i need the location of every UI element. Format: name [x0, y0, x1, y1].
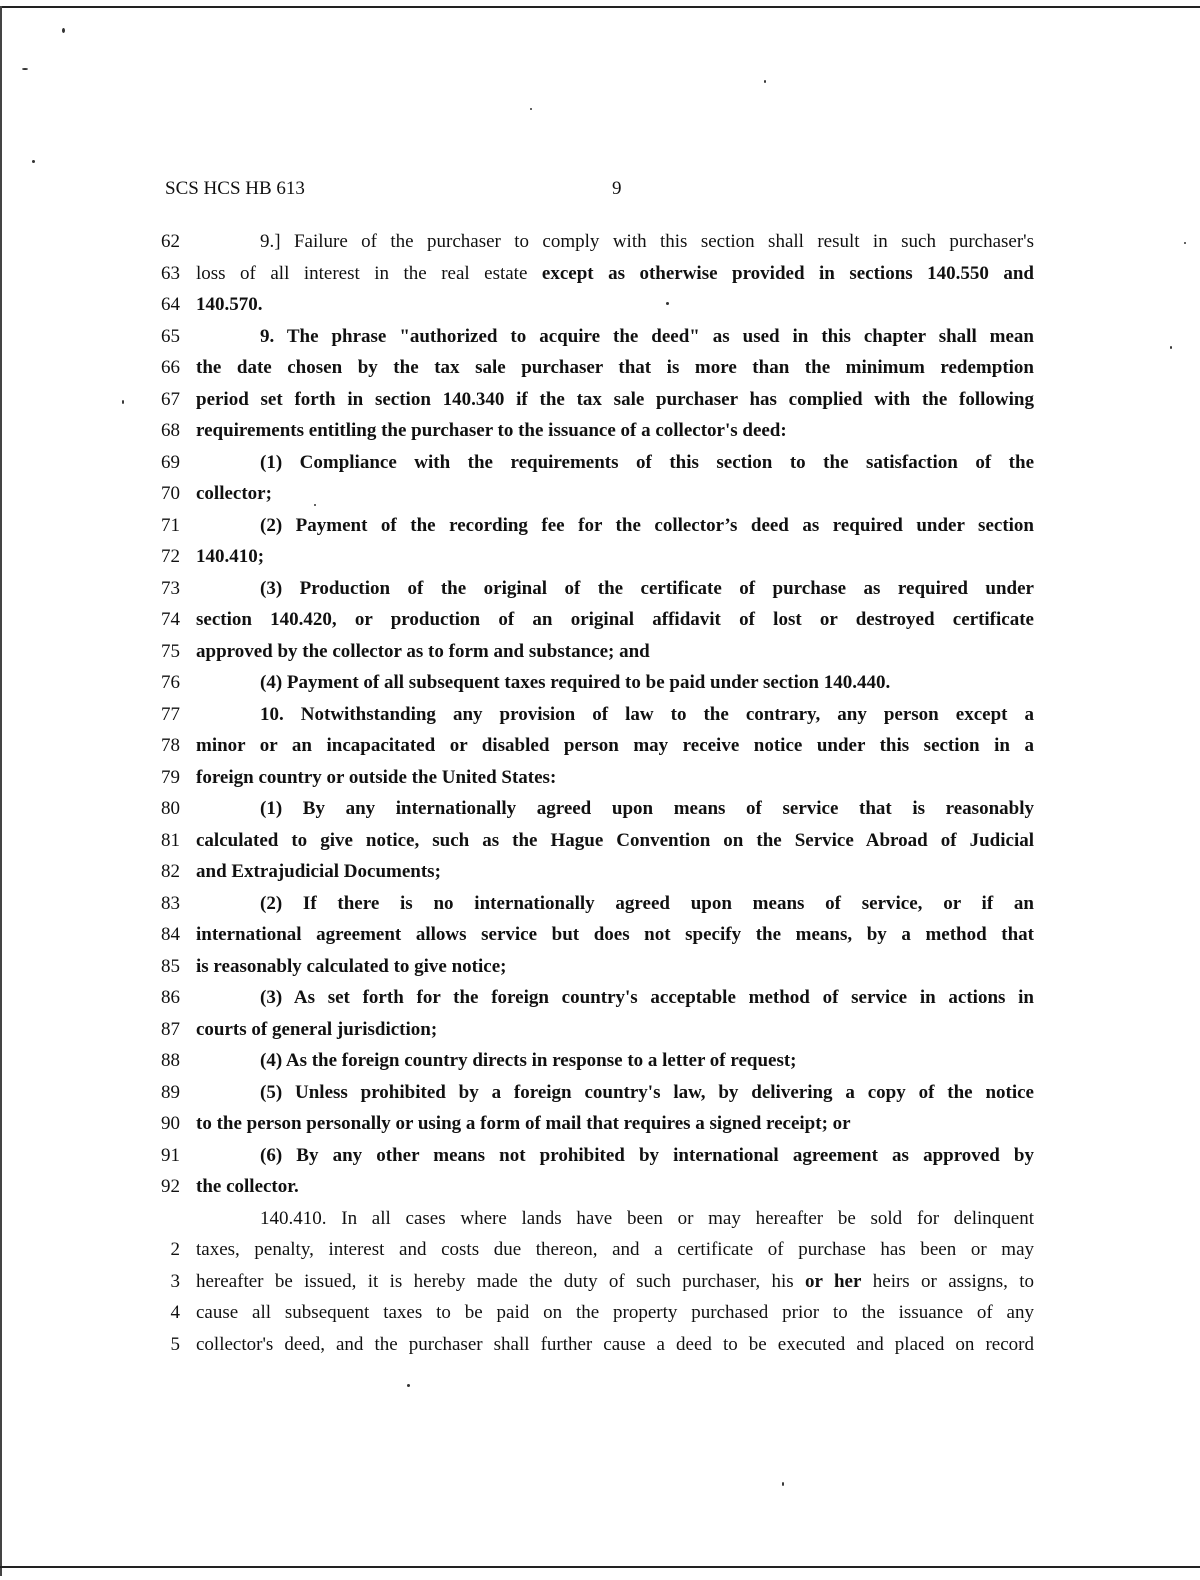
text-line: [148, 636, 1048, 668]
line-number: 3: [170, 1270, 180, 1292]
existing-text: cause all subsequent taxes to be paid on the property purchased prior to the issuance of any: [196, 1302, 1034, 1323]
line-text: [260, 1077, 1034, 1109]
page-number: 9: [612, 178, 622, 199]
added-text: foreign country or outside the United States:: [196, 766, 557, 788]
line-number: 65: [161, 325, 180, 347]
line-text: [196, 1108, 1034, 1140]
added-text: or her: [805, 1270, 862, 1292]
scan-speck: [62, 28, 65, 33]
scan-speck: [32, 160, 35, 163]
added-text: 140.410;: [196, 546, 265, 567]
line-text: [196, 258, 1034, 290]
line-number: 63: [161, 262, 180, 284]
line-text: [260, 888, 1034, 920]
text-line: [148, 1077, 1048, 1109]
added-text: (4) As the foreign country directs in response to a letter of request;: [260, 1050, 797, 1071]
text-line: [148, 415, 1048, 447]
added-text: is reasonably calculated to give notice;: [196, 955, 507, 977]
added-text: except as otherwise provided in sections 140.550 and: [541, 262, 1035, 284]
line-text: [196, 541, 1034, 573]
added-text: section 140.420, or production of an original affidavit of lost or destroyed certificate: [196, 609, 1034, 630]
line-text: [196, 1171, 1034, 1203]
added-text: period set forth in section 140.340 if the tax sale purchaser has complied with the following: [196, 388, 1034, 410]
text-line: [148, 447, 1048, 479]
line-text: [196, 415, 1034, 447]
line-number: 90: [161, 1113, 180, 1134]
line-number: 67: [161, 388, 180, 410]
line-number: 5: [170, 1333, 180, 1355]
existing-text: loss of all interest in the real estate: [196, 262, 542, 284]
scan-edge-bottom: [0, 1566, 1200, 1568]
line-number: 73: [161, 577, 180, 599]
existing-text: hereafter be issued, it is hereby made the duty of such purchaser, his: [196, 1270, 806, 1292]
text-line: [148, 1329, 1048, 1361]
existing-text: 140.410. In all cases where lands have been or may hereafter be sold for delinquent: [260, 1207, 1034, 1229]
line-number: 83: [161, 892, 180, 914]
line-number: 69: [161, 451, 180, 473]
scan-speck: [530, 108, 532, 110]
line-number: 89: [161, 1081, 180, 1103]
text-line: [148, 793, 1048, 825]
added-text: (2) If there is no internationally agreed upon means of service, or if an: [260, 892, 1034, 914]
line-text: [196, 478, 1034, 510]
text-line: [148, 1108, 1048, 1140]
line-text: [196, 384, 1034, 416]
added-text: calculated to give notice, such as the Hague Convention on the Service Abroad of Judicial: [196, 829, 1034, 851]
scan-speck: [22, 68, 28, 70]
existing-text: taxes, penalty, interest and costs due thereon, and a certificate of purchase has been or may: [196, 1239, 1034, 1260]
line-text: [260, 573, 1034, 605]
line-number: 91: [161, 1144, 180, 1166]
line-text: [196, 730, 1034, 762]
line-text: [260, 510, 1034, 542]
line-text: [196, 1297, 1034, 1329]
added-text: minor or an incapacitated or disabled person may receive notice under this section in a: [196, 735, 1034, 756]
line-number: 79: [161, 766, 180, 788]
text-line: [148, 1297, 1048, 1329]
text-line: [148, 730, 1048, 762]
text-line: [148, 604, 1048, 636]
line-number: 75: [161, 640, 180, 662]
line-number: 72: [161, 546, 180, 567]
scan-speck: [764, 80, 766, 83]
added-text: approved by the collector as to form and substance; and: [196, 640, 650, 662]
added-text: 140.570.: [196, 294, 263, 315]
text-line: [148, 478, 1048, 510]
line-text: [260, 982, 1034, 1014]
line-text: [196, 1266, 1034, 1298]
added-text: (1) Compliance with the requirements of this section to the satisfaction of the: [260, 451, 1034, 473]
text-line: [148, 825, 1048, 857]
line-text: [196, 1329, 1034, 1361]
added-text: (6) By any other means not prohibited by international agreement as approved by: [260, 1144, 1034, 1166]
added-text: and Extrajudicial Documents;: [196, 861, 441, 882]
existing-text: 9.] Failure of the purchaser to comply with this section shall result in such purchaser's: [260, 231, 1034, 252]
line-number: 82: [161, 861, 180, 882]
scan-speck: [1170, 346, 1172, 349]
text-line: [148, 352, 1048, 384]
text-line: [148, 258, 1048, 290]
added-text: 9. The phrase "authorized to acquire the deed" as used in this chapter shall mean: [260, 325, 1034, 347]
text-line: [148, 982, 1048, 1014]
line-number: 92: [161, 1176, 180, 1197]
scan-edge-top: [0, 6, 1200, 8]
line-number: 64: [161, 294, 180, 315]
existing-text: collector's deed, and the purchaser shall further cause a deed to be executed and placed on record: [196, 1333, 1034, 1355]
line-text: [260, 793, 1034, 825]
added-text: the collector.: [196, 1176, 299, 1197]
line-number: 66: [161, 357, 180, 378]
line-number: 74: [161, 609, 180, 630]
line-number: 4: [170, 1302, 180, 1323]
line-text: [196, 856, 1034, 888]
line-text: [260, 1203, 1034, 1235]
line-number: 86: [161, 987, 180, 1008]
text-line: [148, 1203, 1048, 1235]
line-text: [196, 604, 1034, 636]
text-line: [148, 699, 1048, 731]
line-number: 62: [161, 231, 180, 252]
text-line: [148, 384, 1048, 416]
text-line: [148, 1171, 1048, 1203]
line-text: [260, 447, 1034, 479]
text-line: [148, 667, 1048, 699]
line-number: 78: [161, 735, 180, 756]
line-number: 87: [161, 1018, 180, 1040]
line-text: [260, 1140, 1034, 1172]
line-number: 85: [161, 955, 180, 977]
text-line: [148, 1045, 1048, 1077]
added-text: the date chosen by the tax sale purchaser that is more than the minimum redemption: [196, 357, 1034, 378]
line-number: 68: [161, 420, 180, 441]
line-text: [196, 825, 1034, 857]
text-line: [148, 888, 1048, 920]
added-text: (1) By any internationally agreed upon means of service that is reasonably: [260, 798, 1034, 819]
added-text: to the person personally or using a form of mail that requires a signed receipt; or: [196, 1113, 851, 1134]
line-text: [196, 762, 1034, 794]
line-number: 70: [161, 483, 180, 504]
line-number: 84: [161, 924, 180, 945]
line-text: [196, 919, 1034, 951]
text-line: [148, 1234, 1048, 1266]
line-number: 76: [161, 672, 180, 693]
text-line: [148, 573, 1048, 605]
bill-header: SCS HCS HB 613: [165, 178, 305, 199]
text-line: [148, 1014, 1048, 1046]
text-line: [148, 1140, 1048, 1172]
text-line: [148, 762, 1048, 794]
text-line: [148, 226, 1048, 258]
added-text: (4) Payment of all subsequent taxes required to be paid under section 140.440.: [260, 672, 891, 693]
scan-edge-left: [0, 6, 2, 1576]
added-text: collector;: [196, 483, 272, 504]
text-line: [148, 1266, 1048, 1298]
line-text: [196, 636, 1034, 668]
text-line: [148, 951, 1048, 983]
line-text: [196, 352, 1034, 384]
line-text: [260, 321, 1034, 353]
scan-speck: [407, 1384, 410, 1387]
added-text: international agreement allows service but does not specify the means, by a method that: [196, 924, 1034, 945]
line-number: 88: [161, 1050, 180, 1071]
line-text: [260, 699, 1034, 731]
added-text: requirements entitling the purchaser to the issuance of a collector's deed:: [196, 420, 787, 441]
added-text: (3) Production of the original of the certificate of purchase as required under: [260, 577, 1034, 599]
scan-speck: [782, 1482, 784, 1486]
text-line: [148, 856, 1048, 888]
line-text: [196, 289, 1034, 321]
scan-speck: [1184, 242, 1186, 244]
scan-speck: [122, 400, 124, 404]
line-text: [196, 951, 1034, 983]
added-text: (3) As set forth for the foreign country's acceptable method of service in actions in: [260, 987, 1034, 1008]
text-line: [148, 541, 1048, 573]
line-number: 71: [161, 514, 180, 536]
line-text: [260, 1045, 1034, 1077]
line-number: 80: [161, 798, 180, 819]
line-number: 81: [161, 829, 180, 851]
line-number: 2: [170, 1239, 180, 1260]
text-line: [148, 321, 1048, 353]
added-text: courts of general jurisdiction;: [196, 1018, 438, 1040]
added-text: 10. Notwithstanding any provision of law to the contrary, any person except a: [260, 703, 1034, 725]
text-line: [148, 510, 1048, 542]
bill-text-body: [148, 226, 1048, 1360]
existing-text: heirs or assigns, to: [861, 1270, 1035, 1292]
added-text: (2) Payment of the recording fee for the collector’s deed as required under section: [260, 514, 1034, 536]
added-text: (5) Unless prohibited by a foreign country's law, by delivering a copy of the notice: [260, 1081, 1034, 1103]
line-text: [196, 1014, 1034, 1046]
text-line: [148, 919, 1048, 951]
line-text: [260, 226, 1034, 258]
line-number: 77: [161, 703, 180, 725]
line-text: [260, 667, 1034, 699]
line-text: [196, 1234, 1034, 1266]
text-line: [148, 289, 1048, 321]
